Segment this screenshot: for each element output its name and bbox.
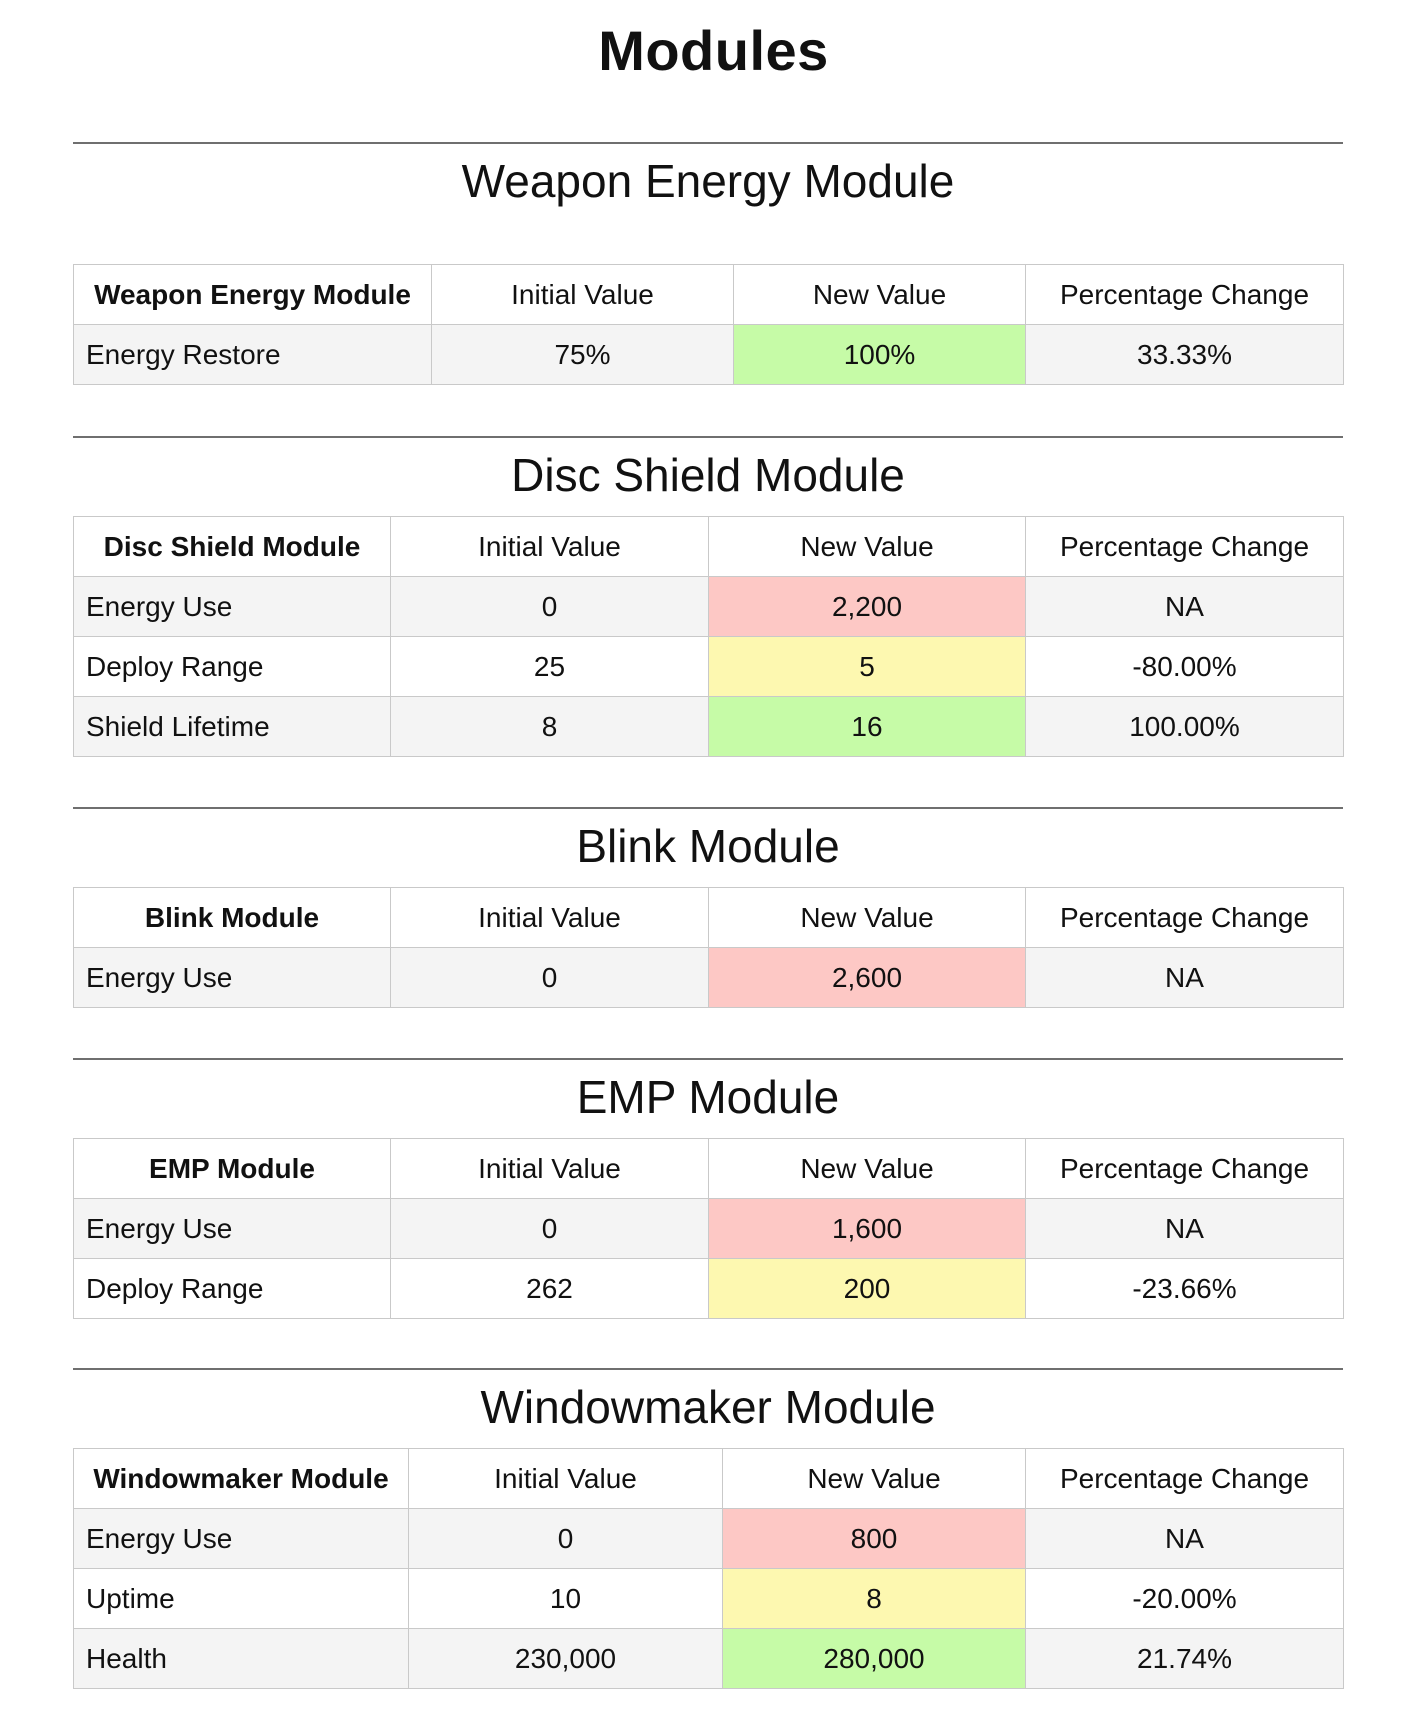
section-windowmaker-module xyxy=(73,1368,1343,1674)
table-header-row xyxy=(74,888,1344,948)
new-value-cell: 2,200 xyxy=(709,577,1026,637)
table-header-cell: Percentage Change xyxy=(1026,265,1344,325)
page-title: Modules xyxy=(598,19,829,82)
table-header-cell: Percentage Change xyxy=(1026,1139,1344,1199)
table-header-cell: Percentage Change xyxy=(1026,888,1344,948)
table-header-cell: Blink Module xyxy=(74,888,391,948)
percentage-change-cell: NA xyxy=(1026,1509,1344,1569)
table-header-cell: Initial Value xyxy=(432,265,734,325)
table-row xyxy=(74,1199,1344,1259)
percentage-change-cell: 33.33% xyxy=(1026,325,1344,385)
section-weapon-energy-module xyxy=(73,142,1343,370)
new-value-cell: 200 xyxy=(709,1259,1026,1319)
table-row xyxy=(74,1259,1344,1319)
row-label: Energy Restore xyxy=(74,325,432,385)
new-value-cell: 8 xyxy=(723,1569,1026,1629)
table-header-cell: New Value xyxy=(709,888,1026,948)
section-divider xyxy=(73,1058,1343,1060)
section-title: Weapon Energy Module xyxy=(461,155,955,207)
table-header-cell: New Value xyxy=(734,265,1026,325)
section-divider xyxy=(73,142,1343,144)
row-label: Deploy Range xyxy=(74,1259,391,1319)
initial-value-cell: 8 xyxy=(391,697,709,757)
table-header-cell: Percentage Change xyxy=(1026,517,1344,577)
module-table xyxy=(73,1138,1344,1319)
row-label: Shield Lifetime xyxy=(74,697,391,757)
table-row xyxy=(74,948,1344,1008)
table-header-cell: New Value xyxy=(709,1139,1026,1199)
percentage-change-cell: NA xyxy=(1026,577,1344,637)
percentage-change-cell: 100.00% xyxy=(1026,697,1344,757)
table-row xyxy=(74,637,1344,697)
row-label: Energy Use xyxy=(74,577,391,637)
initial-value-cell: 75% xyxy=(432,325,734,385)
table-header-cell: Initial Value xyxy=(391,1139,709,1199)
initial-value-cell: 0 xyxy=(391,577,709,637)
table-header-cell: Disc Shield Module xyxy=(74,517,391,577)
section-divider xyxy=(73,807,1343,809)
new-value-cell: 5 xyxy=(709,637,1026,697)
initial-value-cell: 25 xyxy=(391,637,709,697)
initial-value-cell: 10 xyxy=(409,1569,723,1629)
row-label: Deploy Range xyxy=(74,637,391,697)
table-header-row xyxy=(74,517,1344,577)
initial-value-cell: 0 xyxy=(391,1199,709,1259)
new-value-cell: 800 xyxy=(723,1509,1026,1569)
percentage-change-cell: 21.74% xyxy=(1026,1629,1344,1689)
section-divider xyxy=(73,1368,1343,1370)
section-title: Disc Shield Module xyxy=(511,449,905,501)
table-row xyxy=(74,697,1344,757)
row-label: Energy Use xyxy=(74,948,391,1008)
initial-value-cell: 262 xyxy=(391,1259,709,1319)
section-title: Blink Module xyxy=(576,820,840,872)
table-header-cell: Initial Value xyxy=(391,888,709,948)
table-row xyxy=(74,577,1344,637)
new-value-cell: 1,600 xyxy=(709,1199,1026,1259)
percentage-change-cell: NA xyxy=(1026,1199,1344,1259)
new-value-cell: 280,000 xyxy=(723,1629,1026,1689)
row-label: Health xyxy=(74,1629,409,1689)
table-header-cell: Initial Value xyxy=(409,1449,723,1509)
section-title: Windowmaker Module xyxy=(480,1381,936,1433)
table-header-cell: New Value xyxy=(709,517,1026,577)
module-table xyxy=(73,1448,1344,1689)
table-header-cell: Weapon Energy Module xyxy=(74,265,432,325)
module-table xyxy=(73,264,1344,385)
section-divider xyxy=(73,436,1343,438)
module-table xyxy=(73,887,1344,1008)
initial-value-cell: 230,000 xyxy=(409,1629,723,1689)
row-label: Energy Use xyxy=(74,1509,409,1569)
section-disc-shield-module xyxy=(73,436,1343,742)
row-label: Energy Use xyxy=(74,1199,391,1259)
percentage-change-cell: -20.00% xyxy=(1026,1569,1344,1629)
percentage-change-cell: -80.00% xyxy=(1026,637,1344,697)
section-title: EMP Module xyxy=(576,1071,840,1123)
module-table xyxy=(73,516,1344,757)
percentage-change-cell: -23.66% xyxy=(1026,1259,1344,1319)
new-value-cell: 16 xyxy=(709,697,1026,757)
table-row xyxy=(74,1509,1344,1569)
initial-value-cell: 0 xyxy=(391,948,709,1008)
row-label: Uptime xyxy=(74,1569,409,1629)
table-header-row xyxy=(74,265,1344,325)
table-row xyxy=(74,1569,1344,1629)
percentage-change-cell: NA xyxy=(1026,948,1344,1008)
initial-value-cell: 0 xyxy=(409,1509,723,1569)
table-header-cell: Initial Value xyxy=(391,517,709,577)
table-row xyxy=(74,325,1344,385)
new-value-cell: 2,600 xyxy=(709,948,1026,1008)
table-header-cell: EMP Module xyxy=(74,1139,391,1199)
new-value-cell: 100% xyxy=(734,325,1026,385)
table-header-cell: Windowmaker Module xyxy=(74,1449,409,1509)
table-header-row xyxy=(74,1449,1344,1509)
table-header-cell: Percentage Change xyxy=(1026,1449,1344,1509)
section-blink-module xyxy=(73,807,1343,993)
section-emp-module xyxy=(73,1058,1343,1304)
table-header-cell: New Value xyxy=(723,1449,1026,1509)
table-row xyxy=(74,1629,1344,1689)
table-header-row xyxy=(74,1139,1344,1199)
